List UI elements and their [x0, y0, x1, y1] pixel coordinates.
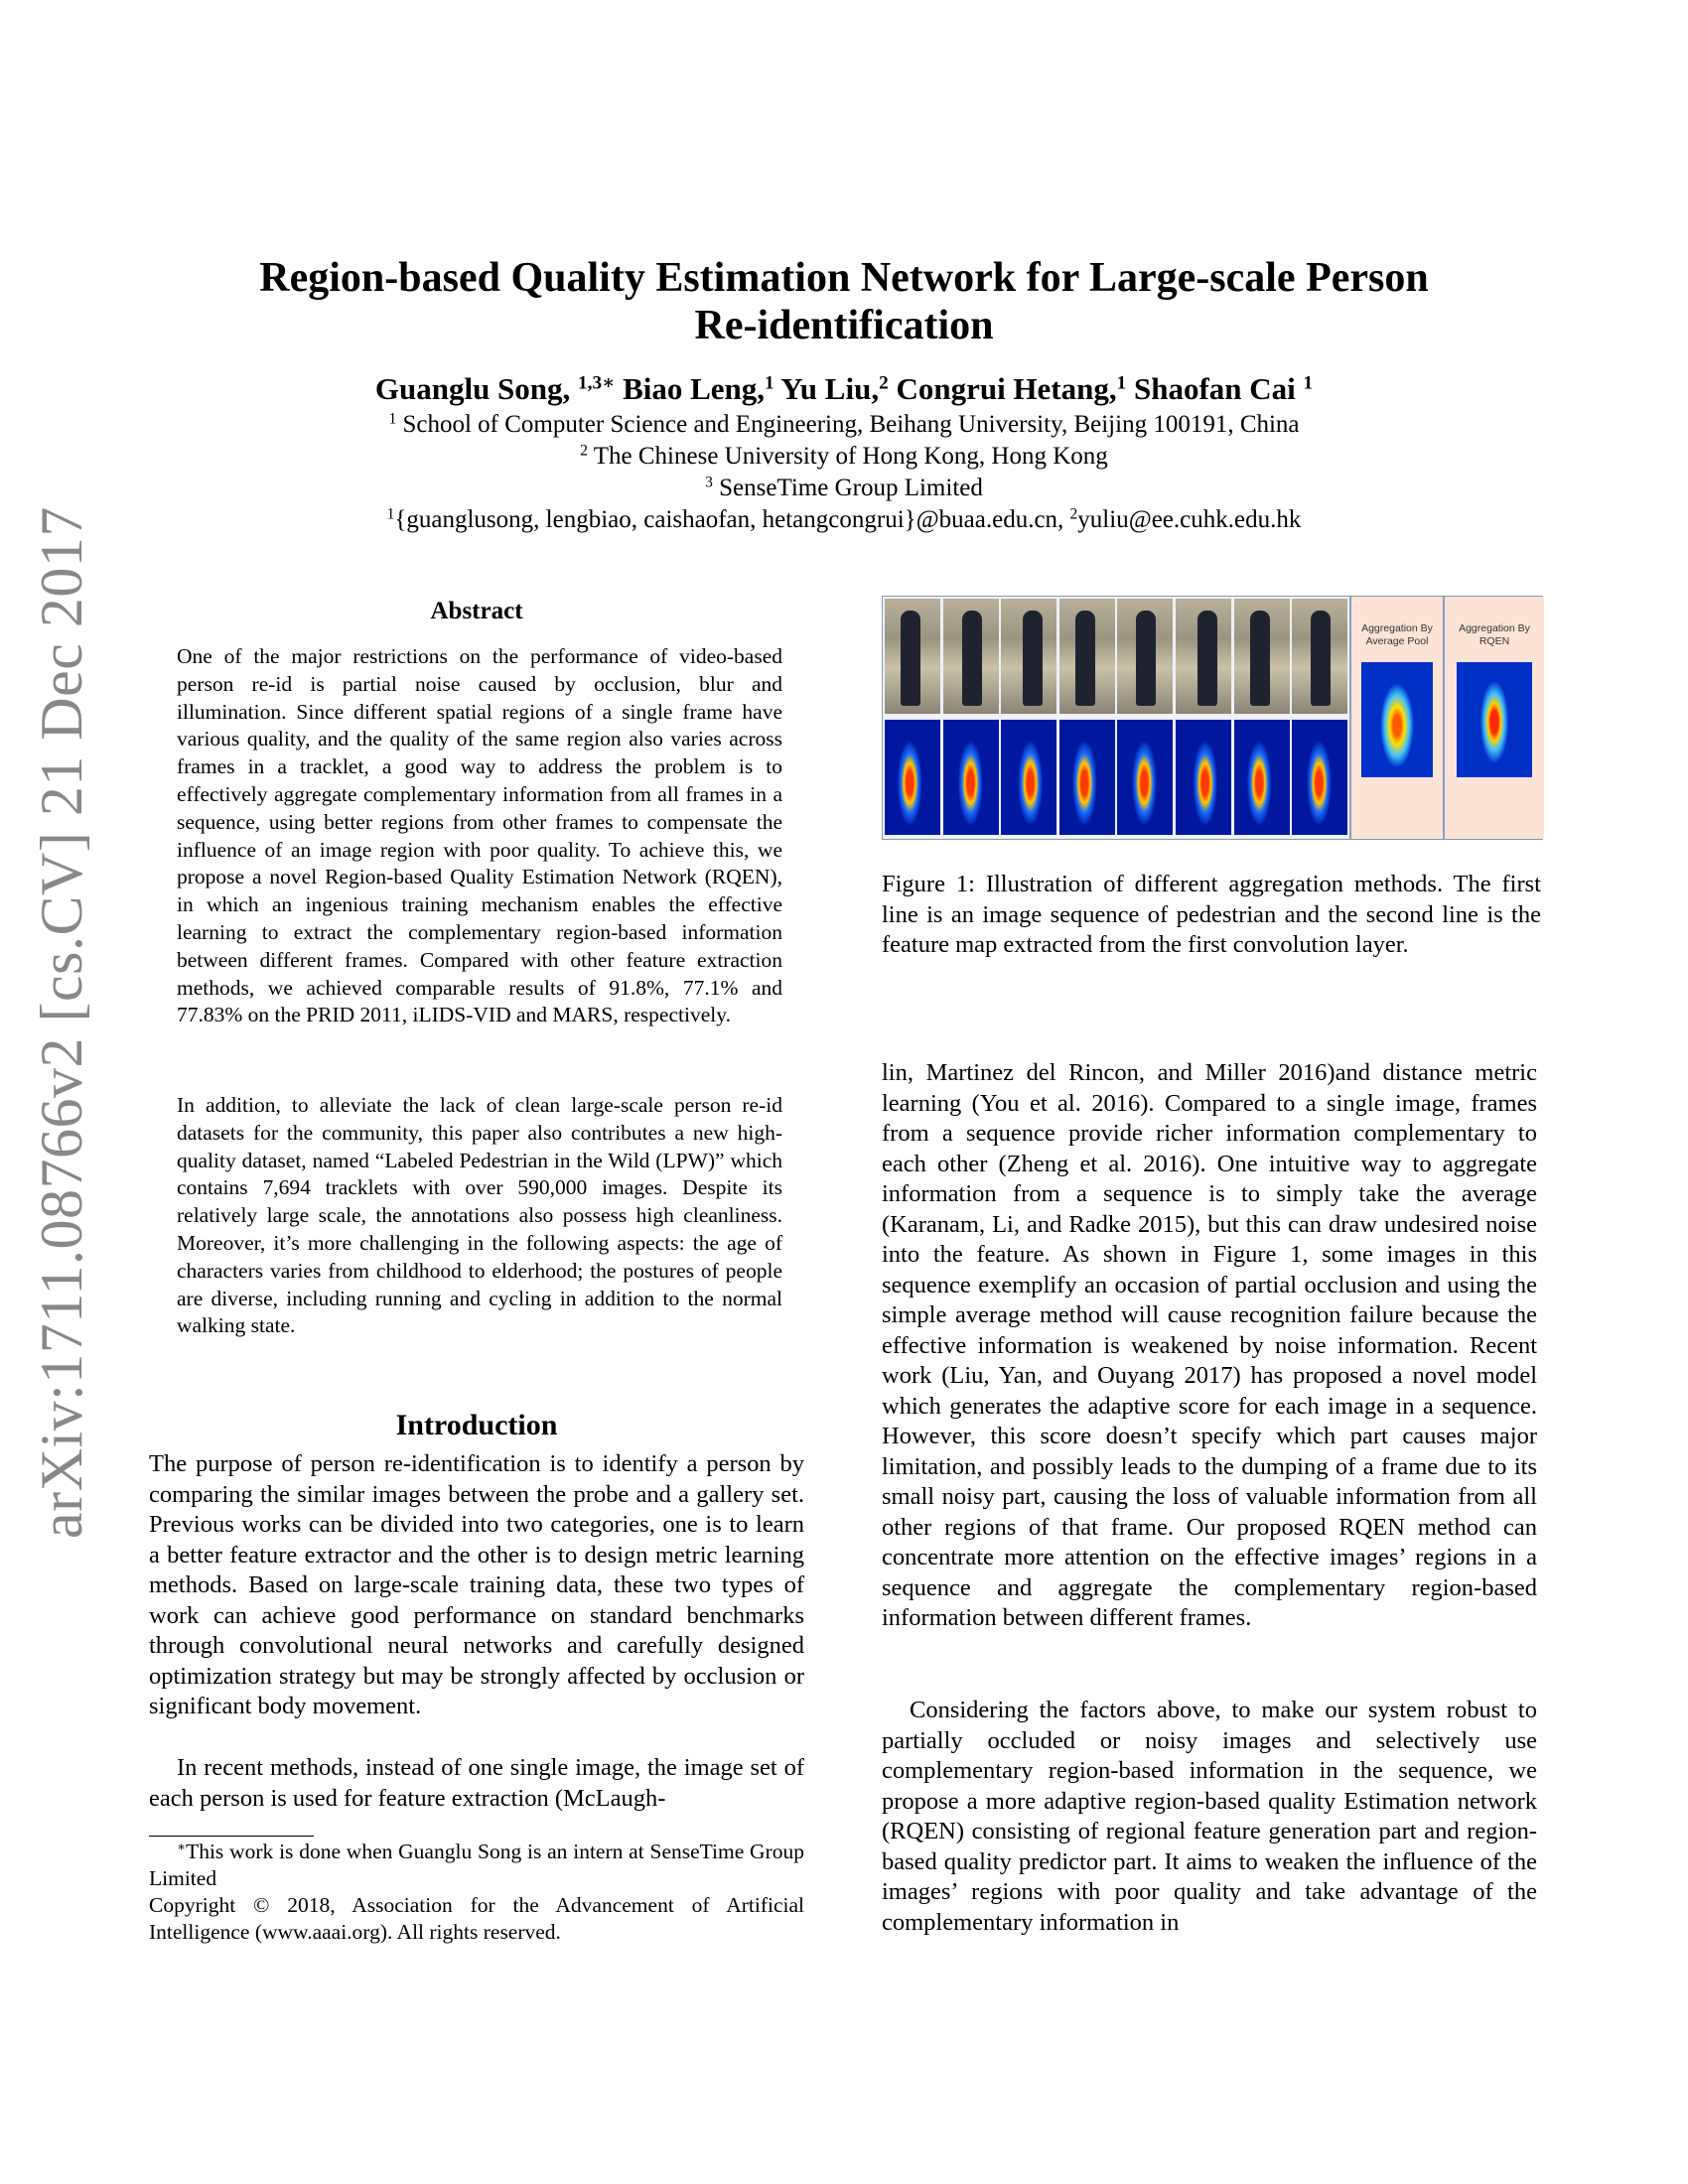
footnote-rule [149, 1836, 314, 1837]
pedestrian-silhouette [1075, 611, 1095, 706]
sequence-frame [885, 599, 940, 714]
sequence-frame [943, 599, 999, 714]
feature-map-frame [943, 720, 999, 835]
feature-map-frame [1234, 720, 1290, 835]
feature-map-frame [1001, 720, 1056, 835]
pedestrian-silhouette [962, 611, 982, 706]
pedestrian-silhouette [1311, 611, 1331, 706]
rqen-panel [1443, 597, 1544, 839]
rqen-feature-map [1457, 662, 1532, 777]
average-pool-panel [1349, 597, 1443, 839]
sequence-frame [1292, 599, 1347, 714]
feature-map-frame [1117, 720, 1173, 835]
author-5: Shaofan Cai $^1$ [1126, 371, 1314, 406]
sequence-frame [1059, 599, 1115, 714]
figure-1-caption: Figure 1: Illustration of different aggregation methods. The first line is an image sequence of pedestrian and the second line is the feature map extracted from the first convolution layer. [882, 871, 1541, 958]
pedestrian-silhouette [1250, 611, 1270, 706]
arxiv-identifier: arXiv:1711.08766v2 [cs.CV] 21 Dec 2017 [29, 506, 94, 1539]
abstract-heading: Abstract [430, 598, 523, 624]
right-column-paragraph-1: lin, Martinez del Rincon, and Miller 2016)and distance metric learning (You et al. 2016). Compared to a single image, frames from a sequence provide richer information complementary to each other (Zheng et al. 2016). One intuitive way to aggregate information from a sequence is to simply take the average (Karanam, Li, and Radke 2015), but this can draw undesired noise into the feature. As shown in Figure 1, some images in this sequence exemplify an occasion of partial occlusion and using the simple average method will cause recognition failure because the effective information is weakened by noise information. Recent work (Liu, Yan, and Ouyang 2017) has proposed a novel model which generates the adaptive score for each image in a sequence. However, this score doesn’t specify which part causes major limitation, and possibly leads to the dumping of a frame due to its small noisy part, causing the loss of valuable information from all other regions of that frame. Our proposed RQEN method can concentrate more attention on the effective images’ regions in a sequence and aggregate the complementary region-based information between different frames. [882, 1059, 1537, 1631]
feature-map-frame [1176, 720, 1231, 835]
author-list [149, 369, 1539, 409]
feature-map-frame [885, 720, 940, 835]
paper-title [149, 254, 1539, 349]
average-pool-feature-map [1361, 662, 1433, 777]
footnote-intern: ∗This work is done when Guanglu Song is an intern at SenseTime Group Limited [149, 1839, 804, 1890]
pedestrian-silhouette [901, 611, 920, 706]
feature-map-frame [1059, 720, 1115, 835]
affiliation-2: $^2$ The Chinese University of Hong Kong, Hong Kong [580, 442, 1108, 470]
author-2: Biao Leng,$^1$ [615, 371, 774, 406]
author-emails: $^1${guanglusong, lengbiao, caishaofan, hetangcongrui}@buaa.edu.cn, $^2$yuliu@ee.cuhk.edu.hk [386, 505, 1302, 533]
pedestrian-silhouette [1197, 611, 1217, 706]
right-column-paragraph-2: Considering the factors above, to make our system robust to partially occluded or noisy images and selectively use complementary region-based information in the sequence, we propose a more adaptive region-based quality Estimation network (RQEN) consisting of regional feature generation part and region-based quality predictor part. It aims to weaken the influence of the images’ regions with poor quality and take advantage of the complementary information in [882, 1697, 1537, 1936]
footnote-copyright: Copyright © 2018, Association for the Advancement of Artificial Intelligence (www.aaai.org). All rights reserved. [149, 1893, 804, 1944]
figure-1 [882, 596, 1543, 840]
affiliation-3: $^3$ SenseTime Group Limited [705, 474, 983, 501]
author-1: Guanglu Song, $^{1,3∗}$ [374, 371, 616, 406]
title-line-1: Region-based Quality Estimation Network for Large-scale Person [259, 255, 1429, 301]
rqen-label: Aggregation By RQEN [1459, 622, 1530, 647]
sequence-frame [1117, 599, 1173, 714]
sequence-frame [1234, 599, 1290, 714]
pedestrian-silhouette [1136, 611, 1156, 706]
sequence-frame [1001, 599, 1056, 714]
title-line-2: Re-identification [694, 303, 994, 348]
affiliation-1: $^1$ School of Computer Science and Engineering, Beihang University, Beijing 100191, China [388, 410, 1300, 438]
average-pool-label: Aggregation By Average Pool [1361, 622, 1433, 647]
author-3: Yu Liu,$^2$ [774, 371, 889, 406]
author-4: Congrui Hetang,$^1$ [888, 371, 1127, 406]
feature-map-frame [1292, 720, 1347, 835]
introduction-paragraph-1: The purpose of person re-identification is to identify a person by comparing the similar images between the probe and a gallery set. Previous works can be divided into two categories, one is to learn a better feature extractor and the other is to design metric learning methods. Based on large-scale training data, these two types of work can achieve good performance on standard benchmarks through convolutional neural networks and carefully designed optimization strategy but may be strongly affected by occlusion or significant body movement. [149, 1450, 804, 1719]
abstract-paragraph-2: In addition, to alleviate the lack of clean large-scale person re-id datasets for the community, this paper also contributes a new high-quality dataset, named “Labeled Pedestrian in the Wild (LPW)” which contains 7,694 tracklets with over 590,000 images. Despite its relatively large scale, the annotations also possess high cleanliness. Moreover, it’s more challenging in the following aspects: the age of characters varies from childhood to elderhood; the postures of people are diverse, including running and cycling in addition to the normal walking state. [177, 1093, 782, 1338]
pedestrian-silhouette [1023, 611, 1043, 706]
introduction-paragraph-2: In recent methods, instead of one single image, the image set of each person is used for feature extraction (McLaugh- [149, 1754, 804, 1812]
sequence-frame [1176, 599, 1231, 714]
abstract-paragraph-1: One of the major restrictions on the performance of video-based person re-id is partial noise caused by occlusion, blur and illumination. Since different spatial regions of a single frame have various quality, and the quality of the same region also varies across frames in a tracklet, a good way to address the problem is to effectively aggregate complementary information from all frames in a sequence, using better regions from other frames to compensate the influence of an image region with poor quality. To achieve this, we propose a novel Region-based Quality Estimation Network (RQEN), in which an ingenious training mechanism enables the effective learning to extract the complementary region-based information between different frames. Compared with other feature extraction methods, we achieved comparable results of 91.8%, 77.1% and 77.83% on the PRID 2011, iLIDS-VID and MARS, respectively. [177, 644, 782, 1027]
introduction-heading: Introduction [395, 1409, 558, 1441]
